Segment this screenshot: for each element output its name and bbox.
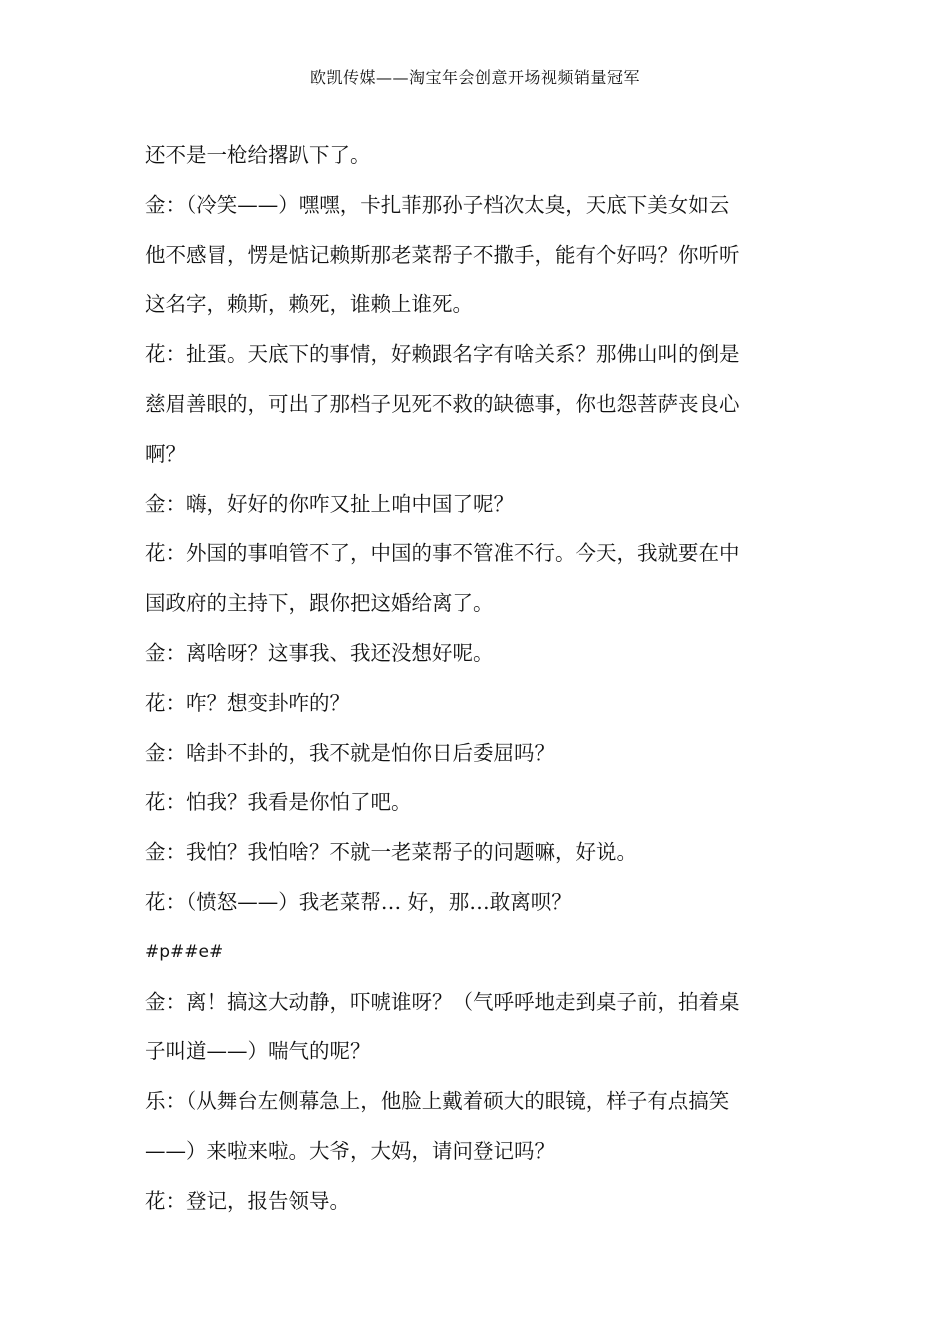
document-body <box>145 131 805 1227</box>
text-line: 这名字，赖斯，赖死，谁赖上谁死。 <box>145 292 473 317</box>
text-line: 乐：（从舞台左侧幕急上，他脸上戴着硕大的眼镜，样子有点搞笑 <box>145 1089 730 1114</box>
text-line: 金：（冷笑——）嘿嘿，卡扎菲那孙子档次太臭，天底下美女如云 <box>145 192 730 217</box>
text-line: 国政府的主持下，跟你把这婚给离了。 <box>145 591 494 616</box>
text-line: 金：啥卦不卦的，我不就是怕你日后委屈吗？ <box>145 740 555 765</box>
text-line: 子叫道——）喘气的呢？ <box>145 1039 371 1064</box>
text-line: 还不是一枪给撂趴下了。 <box>145 143 371 167</box>
text-line: 花：咋？想变卦咋的？ <box>145 690 350 715</box>
page-header: 欧凯传媒——淘宝年会创意开场视频销量冠军 <box>309 68 640 87</box>
page-break-marker: #p##e# <box>145 941 224 962</box>
text-line: ——）来啦来啦。大爷，大妈，请问登记吗？ <box>145 1138 555 1163</box>
text-line: 金：离！搞这大动静，吓唬谁呀？（气呼呼地走到桌子前，拍着桌 <box>145 989 740 1014</box>
text-line: 金：我怕？我怕啥？不就一老菜帮子的问题嘛，好说。 <box>145 840 637 865</box>
text-line: 花：怕我？我看是你怕了吧。 <box>145 790 412 815</box>
text-line: 花：（愤怒——）我老菜帮… 好，那…敢离呗？ <box>145 889 572 914</box>
text-line: 他不感冒，愣是惦记赖斯那老菜帮子不撒手，能有个好吗？你听听 <box>145 242 740 267</box>
text-line: 啊？ <box>145 441 186 466</box>
text-line: 花：登记，报告领导。 <box>145 1188 350 1213</box>
text-line: 慈眉善眼的，可出了那档子见死不救的缺德事，你也怨菩萨丧良心 <box>145 391 740 416</box>
text-line: 花：外国的事咱管不了，中国的事不管准不行。今天，我就要在中 <box>145 541 740 566</box>
text-line: 金：嗨，好好的你咋又扯上咱中国了呢？ <box>145 491 514 516</box>
text-line: 金：离啥呀？这事我、我还没想好呢。 <box>145 640 494 665</box>
text-line: 花：扯蛋。天底下的事情，好赖跟名字有啥关系？那佛山叫的倒是 <box>145 342 740 367</box>
